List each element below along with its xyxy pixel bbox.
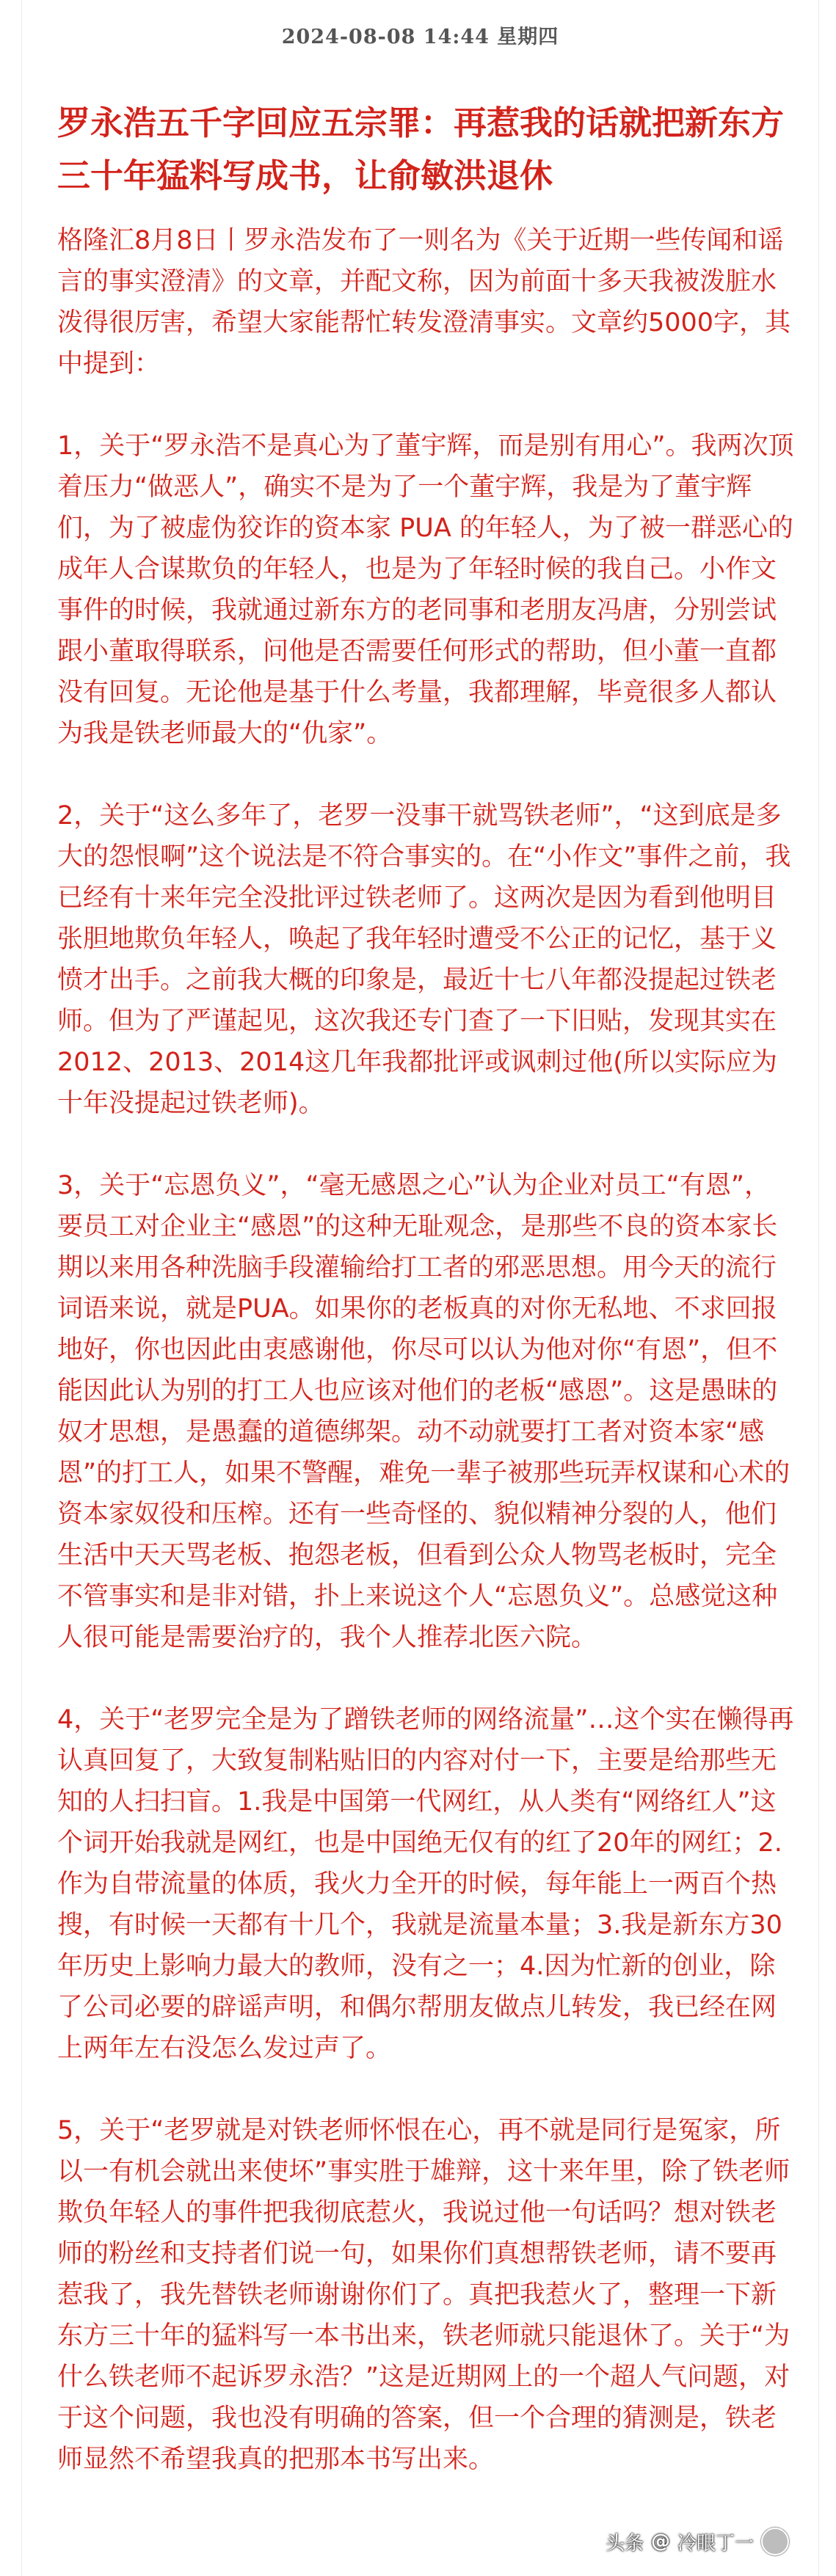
post-datetime: 2024-08-08 14:44 星期四 (281, 26, 559, 48)
article-body (57, 220, 795, 2521)
article-card (22, 0, 818, 2576)
article-paragraph: 5，关于“老罗就是对铁老师怀恨在心，再不就是同行是冤家，所以一有机会就出来使坏”事实胜于雄辩，这十来年里，除了铁老师欺负年轻人的事件把我彻底惹火，我说过他一句话吗？想对铁老师的粉丝和支持者们说一句，如果你们真想帮铁老师，请不要再惹我了，我先替铁老师谢谢你们了。真把我惹火了，整理一下新东方三十年的猛料写一本书出来，铁老师就只能退休了。关于“为什么铁老师不起诉罗永浩？”这是近期网上的一个超人气问题，对于这个问题，我也没有明确的答案，但一个合理的猜测是，铁老师显然不希望我真的把那本书写出来。 (57, 2116, 790, 2474)
watermark-platform: 头条 (605, 2532, 644, 2555)
watermark-author: 冷眼丁一 (677, 2532, 754, 2555)
article-title: 罗永浩五千字回应五宗罪：再惹我的话就把新东方三十年猛料写成书，让俞敏洪退休 (57, 103, 785, 195)
article-paragraph: 4，关于“老罗完全是为了蹭铁老师的网络流量”…这个实在懒得再认真回复了，大致复制粘贴旧的内容对付一下，主要是给那些无知的人扫扫盲。1.我是中国第一代网红，从人类有“网络红人”这个词开始我就是网红，也是中国绝无仅有的红了20年的网红；2.作为自带流量的体质，我火力全开的时候，每年能上一两百个热搜，有时候一天都有十几个，我就是流量本量；3.我是新东方30年历史上影响力最大的教师，没有之一；4.因为忙新的创业，除了公司必要的辟谣声明，和偶尔帮朋友做点儿转发，我已经在网上两年左右没怎么发过声了。 (57, 1705, 794, 2063)
article-paragraph: 格隆汇8月8日丨罗永浩发布了一则名为《关于近期一些传闻和谣言的事实澄清》的文章，并配文称，因为前面十多天我被泼脏水泼得很厉害，希望大家能帮忙转发澄清事实。文章约5000字，其中提到： (57, 226, 791, 379)
avatar-icon (761, 2528, 789, 2555)
article-paragraph: 3，关于“忘恩负义”，“毫无感恩之心”认为企业对员工“有恩”，要员工对企业主“感恩”的这种无耻观念，是那些不良的资本家长期以来用各种洗脑手段灌输给打工者的邪恶思想。用今天的流行词语来说，就是PUA。如果你的老板真的对你无私地、不求回报地好，你也因此由衷感谢他，你尽可以认为他对你“有恩”，但不能因此认为别的打工人也应该对他们的老板“感恩”。这是愚昧的奴才思想，是愚蠢的道德绑架。动不动就要打工者对资本家“感恩”的打工人，如果不警醒，难免一辈子被那些玩弄权谋和心术的资本家奴役和压榨。还有一些奇怪的、貌似精神分裂的人，他们生活中天天骂老板、抱怨老板，但看到公众人物骂老板时，完全不管事实和是非对错，扑上来说这个人“忘恩负义”。总感觉这种人很可能是需要治疗的，我个人推荐北医六院。 (57, 1171, 790, 1652)
article-paragraph: 2，关于“这么多年了，老罗一没事干就骂铁老师”，“这到底是多大的怨恨啊”这个说法是不符合事实的。在“小作文”事件之前，我已经有十来年完全没批评过铁老师了。这两次是因为看到他明目张胆地欺负年轻人，唤起了我年轻时遭受不公正的记忆，基于义愤才出手。之前我大概的印象是，最近十七八年都没提起过铁老师。但为了严谨起见，这次我还专门查了一下旧贴，发现其实在2012、2013、2014这几年我都批评或讽刺过他(所以实际应为十年没提起过铁老师)。 (57, 801, 791, 1118)
source-watermark (606, 2528, 789, 2555)
watermark-separator: @ (650, 2531, 670, 2553)
article-paragraph: 1，关于“罗永浩不是真心为了董宇辉，而是别有用心”。我两次顶着压力“做恶人”，确实不是为了一个董宇辉，我是为了董宇辉们，为了被虚伪狡诈的资本家 PUA 的年轻人，为了被一群恶心的成年人合谋欺负的年轻人，也是为了年轻时候的我自己。小作文事件的时候，我就通过新东方的老同事和老朋友冯唐，分别尝试跟小董取得联系，问他是否需要任何形式的帮助，但小董一直都没有回复。无论他是基于什么考量，我都理解，毕竟很多人都认为我是铁老师最大的“仇家”。 (57, 431, 794, 748)
